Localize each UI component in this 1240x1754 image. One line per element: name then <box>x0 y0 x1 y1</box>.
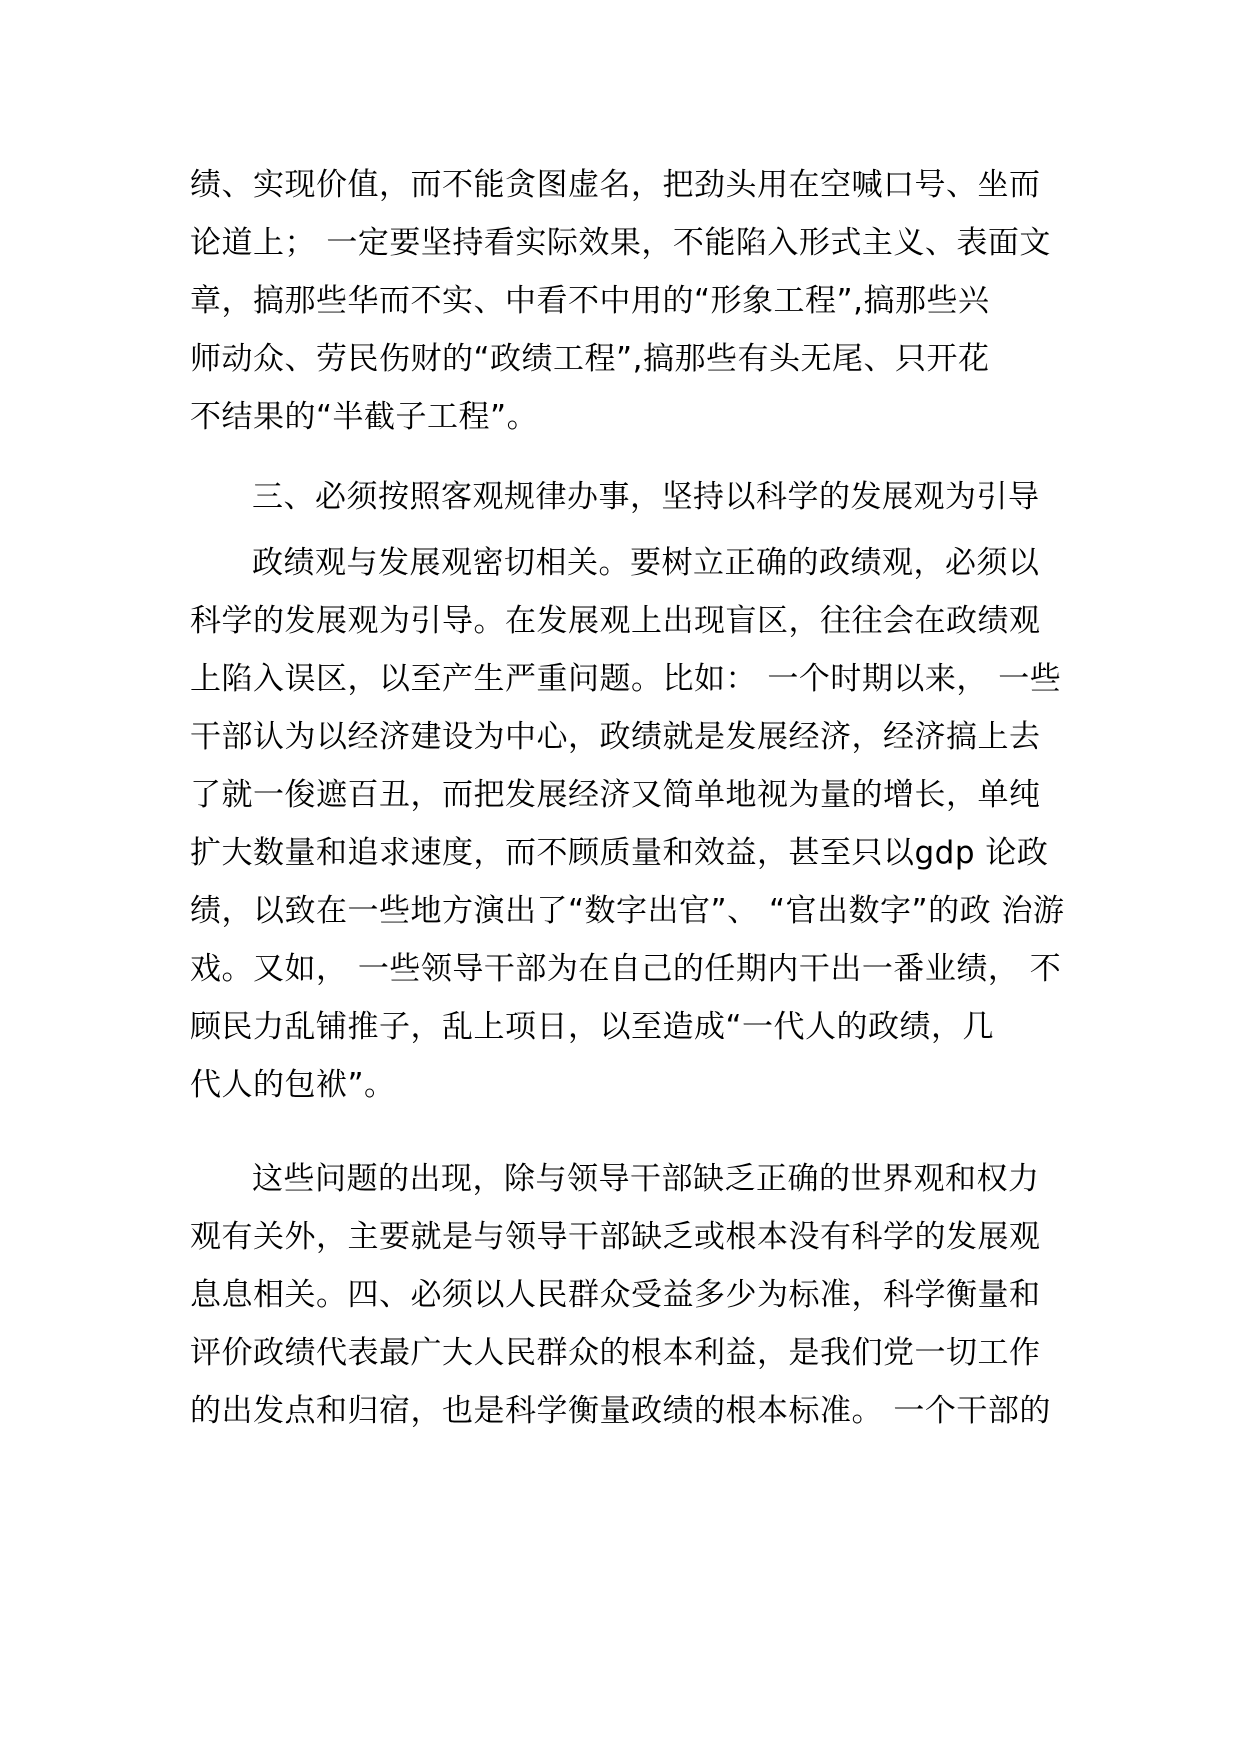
paragraph-line: 顾民力乱铺推子，乱上项日，以至造成“一代人的政绩，几 <box>190 1009 995 1045</box>
paragraph-line: 扩大数量和追求速度，而不顾质量和效益，甚至只以gdp 论政 <box>190 835 1049 871</box>
paragraph-continued <box>190 156 1070 446</box>
paragraph-line: 绩、实现价值，而不能贪图虚名，把劲头用在空喊口号、坐而 <box>190 167 1041 203</box>
paragraph-line: 章，搞那些华而不实、中看不中用的“形象工程”,搞那些兴 <box>190 283 990 319</box>
paragraph-line: 师动众、劳民伤财的“政绩工程”,搞那些有头无尾、只开花 <box>190 341 990 377</box>
paragraph-line: 评价政绩代表最广大人民群众的根本利益，是我们党一切工作 <box>190 1335 1041 1371</box>
paragraph-line: 绩，以致在一些地方演出了“数字出官”、 “官出数字”的政 治游 <box>190 893 1065 929</box>
paragraph-line: 论道上； 一定要坚持看实际效果，不能陷入形式主义、表面文 <box>190 225 1051 261</box>
paragraph-line: 戏。又如， 一些领导干部为在自己的任期内干出一番业绩， 不 <box>190 951 1062 987</box>
paragraph-line: 的出发点和归宿，也是科学衡量政绩的根本标准。 一个干部的 <box>190 1393 1051 1429</box>
section-heading-text: 三、必须按照客观规律办事，坚持以科学的发展观为引导 <box>252 479 1040 515</box>
paragraph-line: 上陷入误区，以至产生严重问题。比如： 一个时期以来， 一些 <box>190 661 1062 697</box>
paragraph-line: 代人的包袱”。 <box>190 1067 396 1103</box>
paragraph-line: 政绩观与发展观密切相关。要树立正确的政绩观，必须以 <box>252 545 1040 581</box>
paragraph-line: 观有关外，主要就是与领导干部缺乏或根本没有科学的发展观 <box>190 1219 1041 1255</box>
paragraph-line: 了就一俊遮百丑，而把发展经济又简单地视为量的增长，单纯 <box>190 777 1041 813</box>
paragraph-line: 科学的发展观为引导。在发展观上出现盲区，往往会在政绩观 <box>190 603 1041 639</box>
section-heading-3 <box>190 468 1070 526</box>
paragraph-problems <box>190 1150 1070 1440</box>
paragraph-line: 干部认为以经济建设为中心，政绩就是发展经济，经济搞上去 <box>190 719 1041 755</box>
paragraph-line: 不结果的“半截子工程”。 <box>190 399 539 435</box>
paragraph-line: 息息相关。四、必须以人民群众受益多少为标准，科学衡量和 <box>190 1277 1041 1313</box>
paragraph-development-view <box>190 534 1070 1114</box>
paragraph-line: 这些问题的出现，除与领导干部缺乏正确的世界观和权力 <box>252 1161 1040 1197</box>
